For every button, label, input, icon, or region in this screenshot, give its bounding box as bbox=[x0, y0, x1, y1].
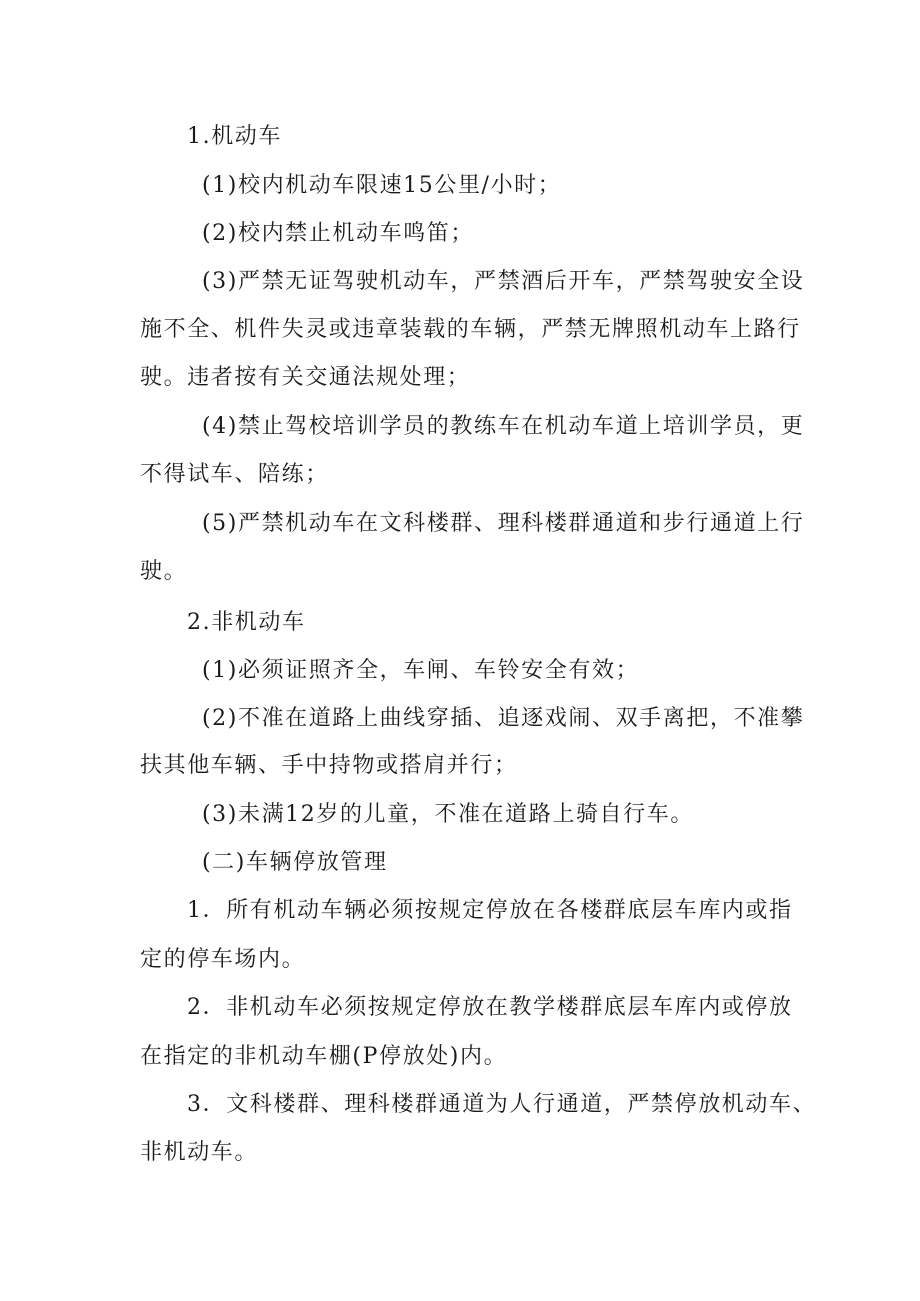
rule-motor-3-line3: 驶。违者按有关交通法规处理； bbox=[140, 365, 471, 390]
rule-nonmotor-3: (3)未满12岁的儿童，不准在道路上骑自行车。 bbox=[202, 802, 694, 827]
parking-rule-2-line1: 2．非机动车必须按规定停放在教学楼群底层车库内或停放 bbox=[187, 995, 793, 1020]
rule-motor-3-line2: 施不全、机件失灵或违章装载的车辆，严禁无牌照机动车上路行 bbox=[140, 317, 801, 342]
rule-motor-1: (1)校内机动车限速15公里/小时； bbox=[202, 173, 562, 198]
parking-rule-3-line1: 3．文科楼群、理科楼群通道为人行通道，严禁停放机动车、 bbox=[187, 1092, 817, 1117]
rule-motor-5-line2: 驶。 bbox=[140, 559, 188, 584]
parking-rule-2-line2: 在指定的非机动车棚(P停放处)内。 bbox=[140, 1044, 508, 1069]
rule-motor-4-line2: 不得试车、陪练； bbox=[140, 462, 329, 487]
rule-nonmotor-2-line1: (2)不准在道路上曲线穿插、追逐戏闹、双手离把，不准攀 bbox=[202, 706, 805, 731]
parking-rule-3-line2: 非机动车。 bbox=[140, 1140, 259, 1165]
rule-motor-4-line1: (4)禁止驾校培训学员的教练车在机动车道上培训学员，更 bbox=[202, 414, 805, 439]
rule-motor-5-line1: (5)严禁机动车在文科楼群、理科楼群通道和步行通道上行 bbox=[202, 511, 805, 536]
rule-nonmotor-2-line2: 扶其他车辆、手中持物或搭肩并行； bbox=[140, 753, 518, 778]
rule-nonmotor-1: (1)必须证照齐全，车闸、车铃安全有效； bbox=[202, 658, 640, 683]
heading-motor-vehicles: 1.机动车 bbox=[187, 124, 282, 149]
rule-motor-2: (2)校内禁止机动车鸣笛； bbox=[202, 221, 474, 246]
heading-parking-management: (二)车辆停放管理 bbox=[202, 850, 388, 875]
heading-non-motor-vehicles: 2.非机动车 bbox=[187, 610, 306, 635]
parking-rule-1-line2: 定的停车场内。 bbox=[140, 947, 306, 972]
rule-motor-3-line1: (3)严禁无证驾驶机动车，严禁酒后开车，严禁驾驶安全设 bbox=[202, 269, 805, 294]
parking-rule-1-line1: 1．所有机动车辆必须按规定停放在各楼群底层车库内或指 bbox=[187, 898, 793, 923]
